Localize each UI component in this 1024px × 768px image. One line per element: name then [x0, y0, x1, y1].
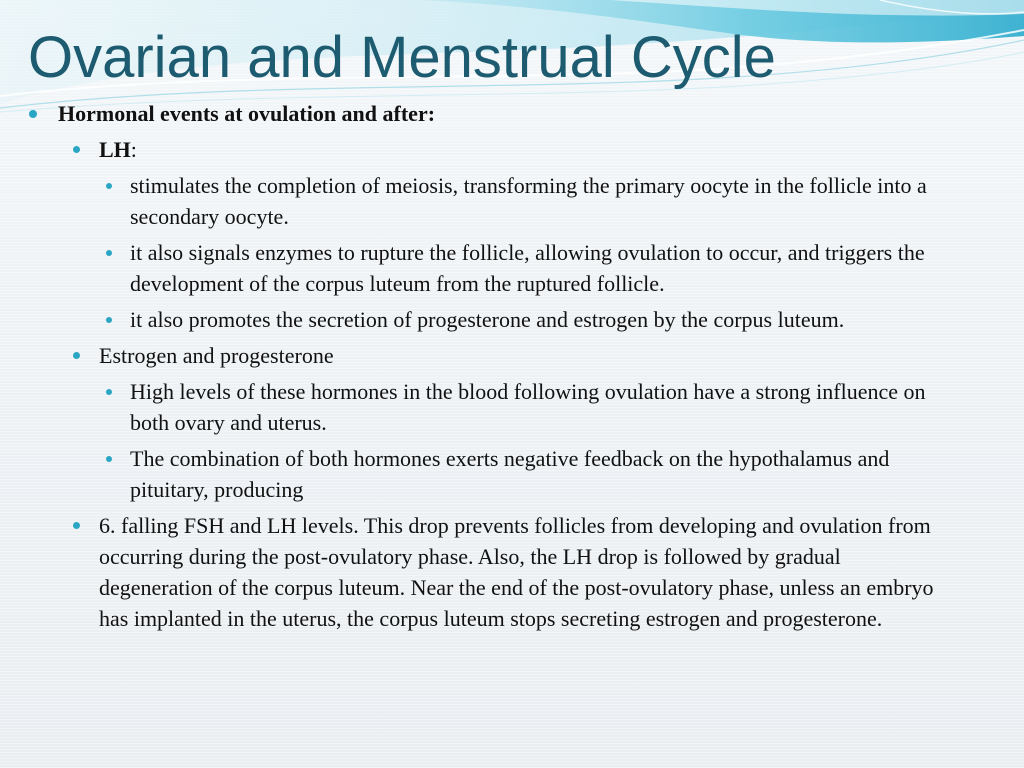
- bullet-dot: [106, 456, 112, 462]
- bullet-dot: [106, 317, 112, 323]
- slide-body: [0, 98, 1024, 634]
- bullet-text: stimulates the completion of meiosis, transforming the primary oocyte in the follicle into a secondary oocyte.: [130, 173, 927, 229]
- bullet-text: it also promotes the secretion of progesterone and estrogen by the corpus luteum.: [130, 307, 845, 332]
- bullet-negative-feedback: [130, 443, 940, 505]
- bullet-dot: [106, 389, 112, 395]
- bullet-text: 6. falling FSH and LH levels. This drop prevents follicles from developing and ovulation from occurring during the post-ovulatory phase. Also, the LH drop is followed by gradual degeneration of the corpus luteum. Near the end of the post-ovulatory phase, unless an embryo has implanted in the uterus, the corpus luteum stops secreting estrogen and progesterone.: [99, 513, 934, 631]
- bullet-lh-rupture: [130, 237, 940, 299]
- bullet-text: Estrogen and progesterone: [99, 343, 334, 368]
- bullet-high-levels: [130, 376, 940, 438]
- bullet-label-suffix: :: [130, 137, 137, 162]
- bullet-text: Hormonal events at ovulation and after:: [58, 101, 436, 126]
- bullet-text: High levels of these hormones in the blood following ovulation have a strong influence on both ovary and uterus.: [130, 379, 926, 435]
- bullet-dot: [73, 352, 80, 359]
- bullet-text: The combination of both hormones exerts negative feedback on the hypothalamus and pituitary, producing: [130, 446, 890, 502]
- bullet-lh-secretion: [130, 304, 940, 335]
- bullet-dot: [73, 146, 80, 153]
- bullet-text: it also signals enzymes to rupture the follicle, allowing ovulation to occur, and triggers the development of the corpus luteum from the ruptured follicle.: [130, 240, 925, 296]
- bullet-dot: [106, 183, 112, 189]
- bullet-estrogen-progesterone: [99, 340, 959, 371]
- slide-title: Ovarian and Menstrual Cycle: [28, 25, 776, 90]
- bullet-label: LH: [99, 137, 131, 162]
- bullet-hormonal-events: [58, 98, 958, 129]
- bullet-dot: [29, 110, 37, 118]
- bullet-falling-fsh-lh: [99, 510, 959, 634]
- bullet-dot: [106, 250, 112, 256]
- bullet-lh: [99, 134, 959, 165]
- bullet-lh-meiosis: [130, 170, 940, 232]
- bullet-dot: [73, 522, 80, 529]
